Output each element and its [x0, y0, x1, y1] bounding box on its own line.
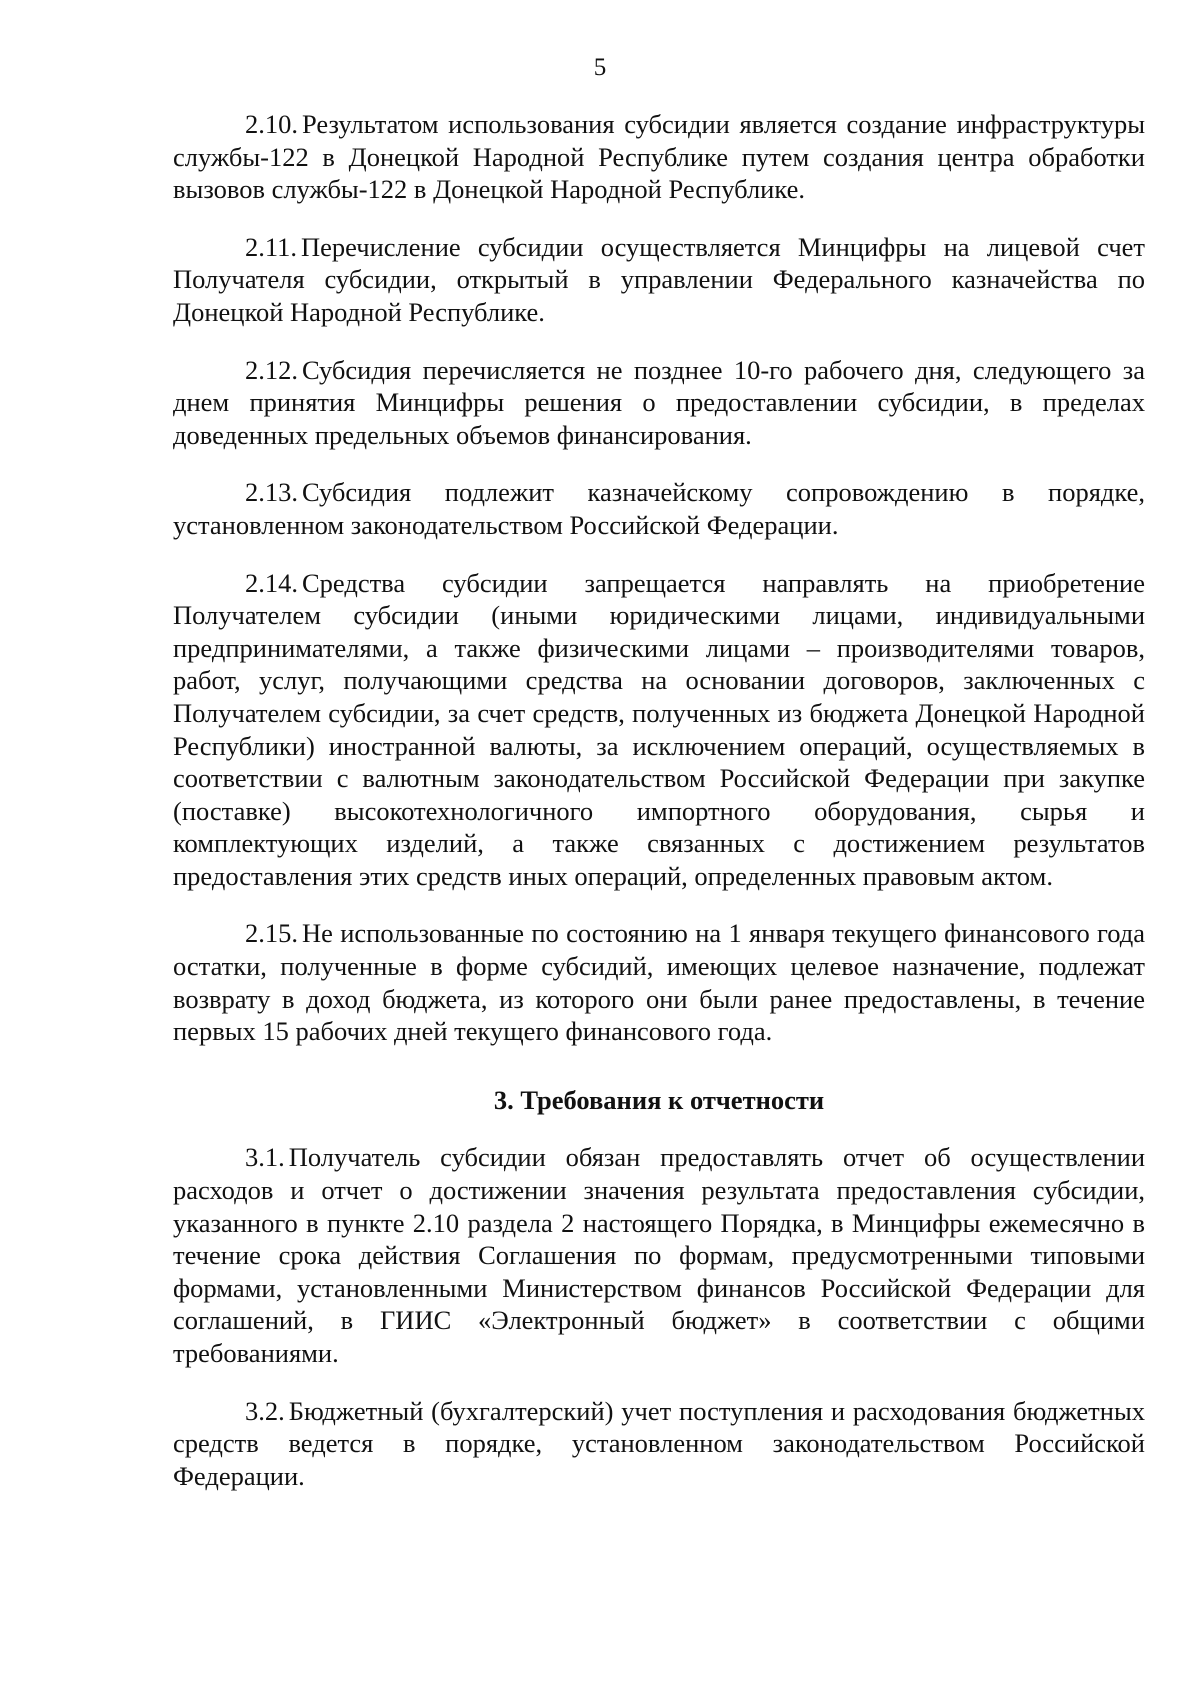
page-number: 5: [593, 54, 607, 81]
paragraph-number: 2.10.: [245, 109, 298, 139]
paragraph-number: 2.11.: [245, 231, 298, 262]
paragraph-text: Перечисление субсидии осуществляется Минцифры на лицевой счет Получателя субсидии, открытый в управлении Федерального казначейства по Донецкой Народной Республике.: [173, 231, 1145, 327]
paragraph-text: Субсидия подлежит казначейскому сопровождению в порядке, установленном законодательством Российской Федерации.: [173, 477, 1145, 540]
document-body: [173, 108, 1145, 1517]
paragraph-2-11: [173, 231, 1145, 329]
paragraph-text: Получатель субсидии обязан предоставлять отчет об осуществлении расходов и отчет о достижении значения результата предоставления субсидии, указанного в пункте 2.10 раздела 2 настоящего Порядка, в Минцифры ежемесячно в течение срока действия Соглашения по формам, предусмотренными типовыми формами, установленными Министерством финансов Российской Федерации для соглашений, в ГИИС «Электронный бюджет» в соответствии с общими требованиями.: [173, 1142, 1145, 1368]
paragraph-2-14: [173, 567, 1145, 893]
paragraph-number: 2.13.: [245, 477, 298, 508]
paragraph-2-15: [173, 917, 1145, 1047]
paragraph-3-1: [173, 1141, 1145, 1369]
section-heading: 3. Требования к отчетности: [493, 1084, 825, 1115]
paragraph-2-13: [173, 476, 1145, 541]
paragraph-number: 2.12.: [245, 354, 298, 385]
paragraph-text: Бюджетный (бухгалтерский) учет поступления и расходования бюджетных средств ведется в порядке, установленном законодательством Российской Федерации.: [173, 1395, 1145, 1491]
paragraph-text: Средства субсидии запрещается направлять на приобретение Получателем субсидии (иными юридическими лицами, индивидуальными предпринимателями, а также физическими лицами – производителями товаров, работ, услуг, получающими средства на основании договоров, заключенных с Получателем субсидии, за счет средств, полученных из бюджета Донецкой Народной Республики) иностранной валюты, за исключением операций, осуществляемых в соответствии с валютным законодательством Российской Федерации при закупке (поставке) высокотехнологичного импортного оборудования, сырья и комплектующих изделий, а также связанных с достижением результатов предоставления этих средств иных операций, определенных правовым актом.: [173, 567, 1145, 891]
paragraph-number: 3.1.: [245, 1142, 285, 1173]
paragraph-number: 2.14.: [245, 567, 298, 598]
paragraph-number: 3.2.: [245, 1395, 285, 1426]
paragraph-number: 2.15.: [245, 918, 298, 949]
paragraph-2-10: [173, 108, 1145, 206]
paragraph-text: Не использованные по состоянию на 1 января текущего финансового года остатки, полученные в форме субсидий, имеющих целевое назначение, подлежат возврату в доход бюджета, из которого они были ранее предоставлены, в течение первых 15 рабочих дней текущего финансового года.: [173, 918, 1145, 1047]
paragraph-3-2: [173, 1395, 1145, 1493]
paragraph-text: Субсидия перечисляется не позднее 10-го рабочего дня, следующего за днем принятия Минцифры решения о предоставлении субсидии, в пределах доведенных предельных объемов финансирования.: [173, 354, 1145, 450]
paragraph-2-12: [173, 354, 1145, 452]
paragraph-text: Результатом использования субсидии является создание инфраструктуры службы-122 в Донецкой Народной Республике путем создания центра обработки вызовов службы-122 в Донецкой Народной Республике.: [173, 109, 1145, 205]
